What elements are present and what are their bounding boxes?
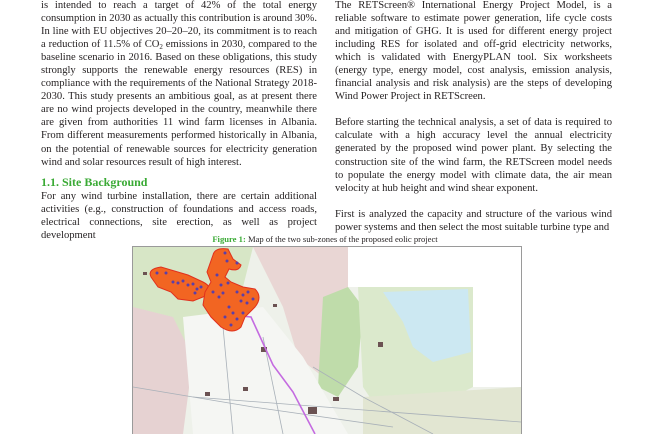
para-text: emissions in 2030, compared to the baseline scenario in 2016. Based on these obligations, this study strongly supports the renewable energy resources (RES) in compliance with the requirements of the National Strategy 2018-2030. This study presents an ambitious goal, as at present there are no wind projects developed in the country, meanwhile there are given from authorities 11 wind farm licenses in Albania. From different measurements performed historically in Albania, on the potential of renewable sources for electricity generation wind and solar resources result of high interest. — [41, 39, 317, 168]
site-map-image — [132, 246, 522, 434]
figure-label: Figure 1: — [212, 234, 246, 244]
co2-subscript: 2 — [159, 43, 163, 52]
map-graphic — [133, 247, 521, 434]
para-text: is intended to reach a target of 42% of the total energy consumption in 2030 as actually this contribution is around 30%. In line with EU objectives 20–20–20, its commitment is to reach a reduction of 11.5% of CO — [41, 0, 317, 51]
left-paragraph-1 — [41, 0, 317, 169]
left-paragraph-2: For any wind turbine installation, there are certain additional activities (e.g., construction of foundations and access roads, electrical connections, site erection, as well as project development — [41, 190, 317, 241]
right-paragraph-1: The RETScreen® International Energy Project Model, is a reliable software to estimate power generation, life cycle costs and mitigation of GHG. It is used for different energy project including RES for isolated and off-grid electricity networks, which is validated with EnergyPLAN tool. Six worksheets (energy type, energy model, cost analysis, emission analysis, financial analysis and risk analysis) are the steps of developing Wind Power Project in RETScreen. — [335, 0, 612, 103]
section-heading: 1.1. Site Background — [41, 174, 148, 189]
right-paragraph-2: Before starting the technical analysis, a set of data is required to calculate with a high accuracy level the annual electricity generated by the proposed wind power plant. By selecting the construction site of the wind farm, the RETScreen model needs to populate the energy model with climate data, the air mean velocity at hub height and wind shear exponent. — [335, 117, 612, 194]
figure-caption — [0, 234, 650, 244]
left-column — [41, 0, 317, 242]
right-paragraph-3: First is analyzed the capacity and structure of the various wind power systems and then select the most suitable turbine type and — [335, 208, 612, 233]
right-column — [335, 0, 612, 234]
figure-caption-text: Map of the two sub-zones of the proposed eolic project — [245, 234, 438, 244]
